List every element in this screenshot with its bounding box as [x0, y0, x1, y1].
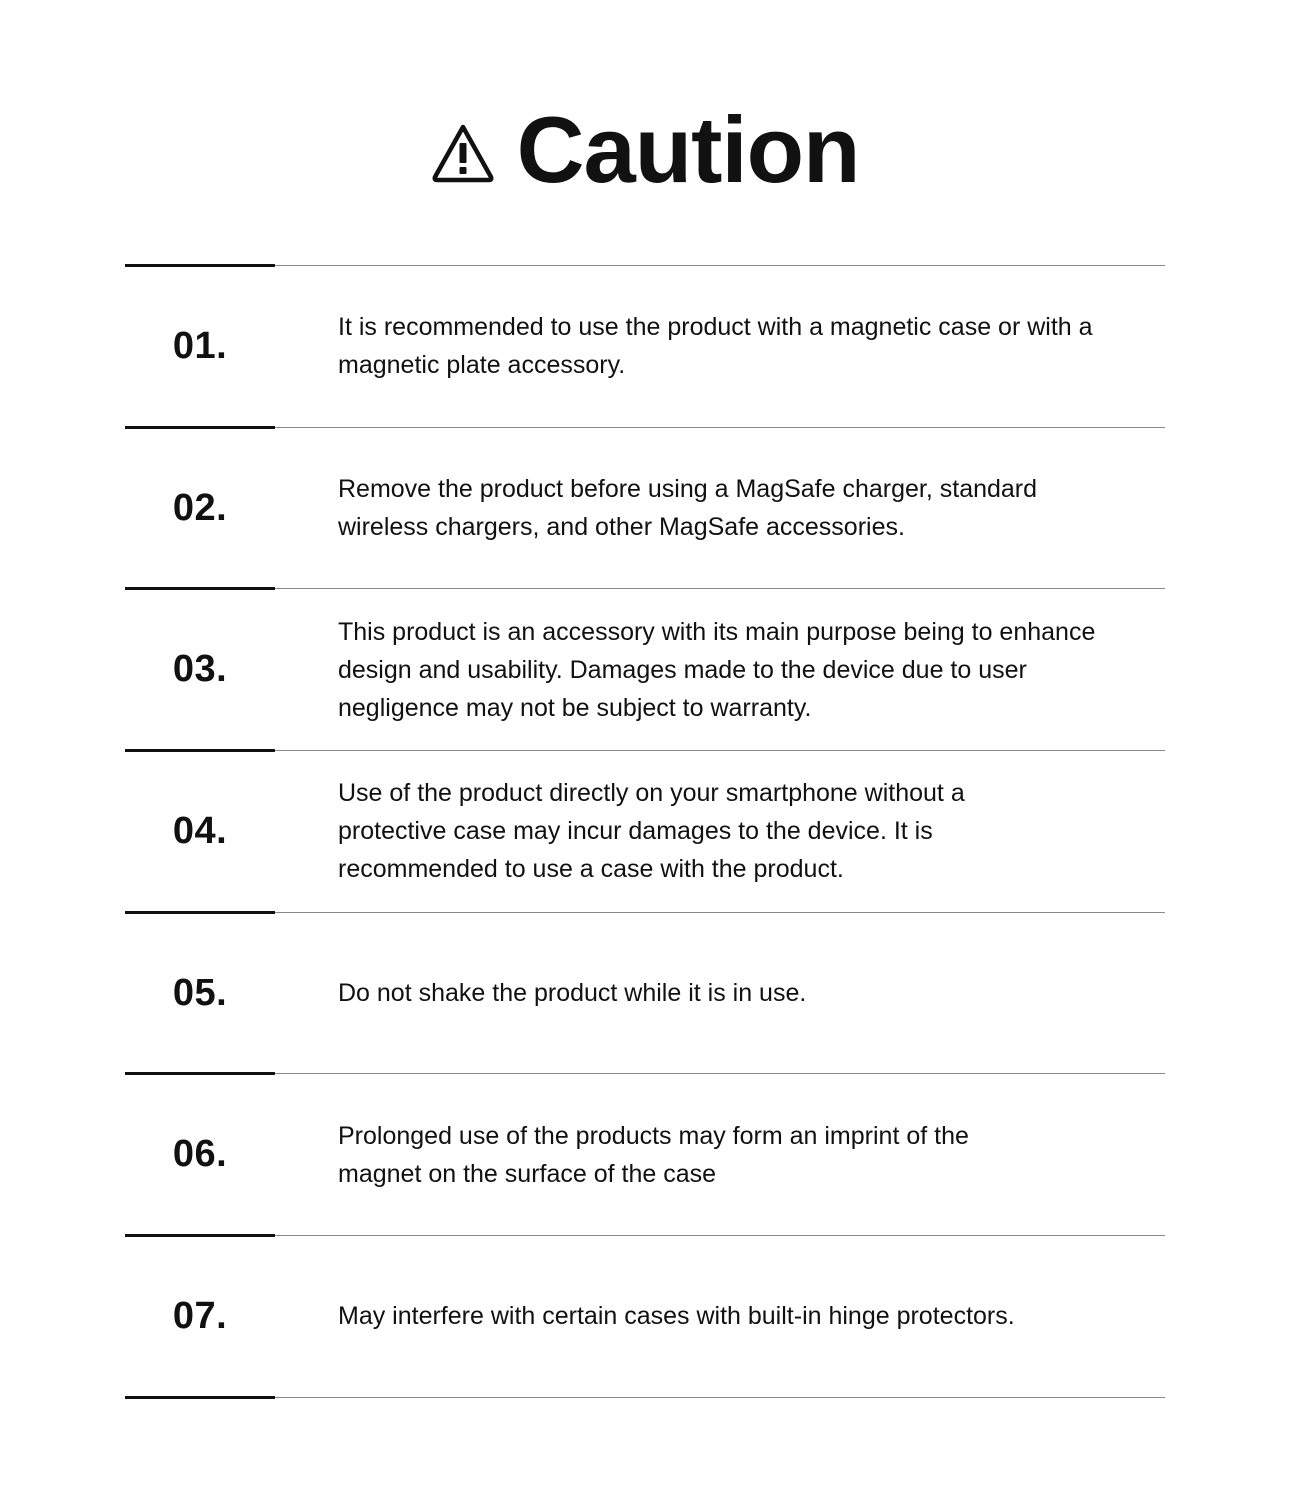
list-item — [125, 1235, 1165, 1397]
list-item — [125, 588, 1165, 750]
warning-triangle-icon — [431, 123, 495, 183]
item-text: Do not shake the product while it is in use. — [338, 979, 807, 1008]
item-text: Prolonged use of the products may form an imprint of the magnet on the surface of the case — [338, 1121, 969, 1188]
list-item — [125, 912, 1165, 1074]
item-text: This product is an accessory with its main purpose being to enhance design and usability. Damages made to the device due to user negligence may not be subject to warranty. — [338, 617, 1096, 722]
page-title: Caution — [516, 97, 860, 202]
item-text: May interfere with certain cases with built-in hinge protectors. — [338, 1302, 1015, 1331]
item-number: 01. — [172, 324, 228, 367]
item-text: It is recommended to use the product with a magnetic case or with a magnetic plate accessory. — [338, 313, 1093, 380]
list-item — [125, 427, 1165, 589]
item-text: Remove the product before using a MagSafe charger, standard wireless chargers, and other MagSafe accessories. — [338, 475, 1038, 542]
list-divider — [125, 1397, 1165, 1398]
item-number: 02. — [172, 486, 228, 529]
list-item — [125, 265, 1165, 427]
list-item — [125, 750, 1165, 912]
caution-list — [125, 265, 1165, 1398]
item-number: 07. — [172, 1294, 228, 1337]
item-number: 04. — [172, 809, 228, 852]
list-item — [125, 1073, 1165, 1235]
item-number: 05. — [172, 971, 228, 1014]
caution-header — [0, 95, 1290, 205]
item-number: 06. — [172, 1133, 228, 1176]
item-number: 03. — [172, 648, 228, 691]
item-text: Use of the product directly on your smartphone without a protective case may incur damages to the device. It is recommended to use a case with the product. — [338, 779, 965, 884]
